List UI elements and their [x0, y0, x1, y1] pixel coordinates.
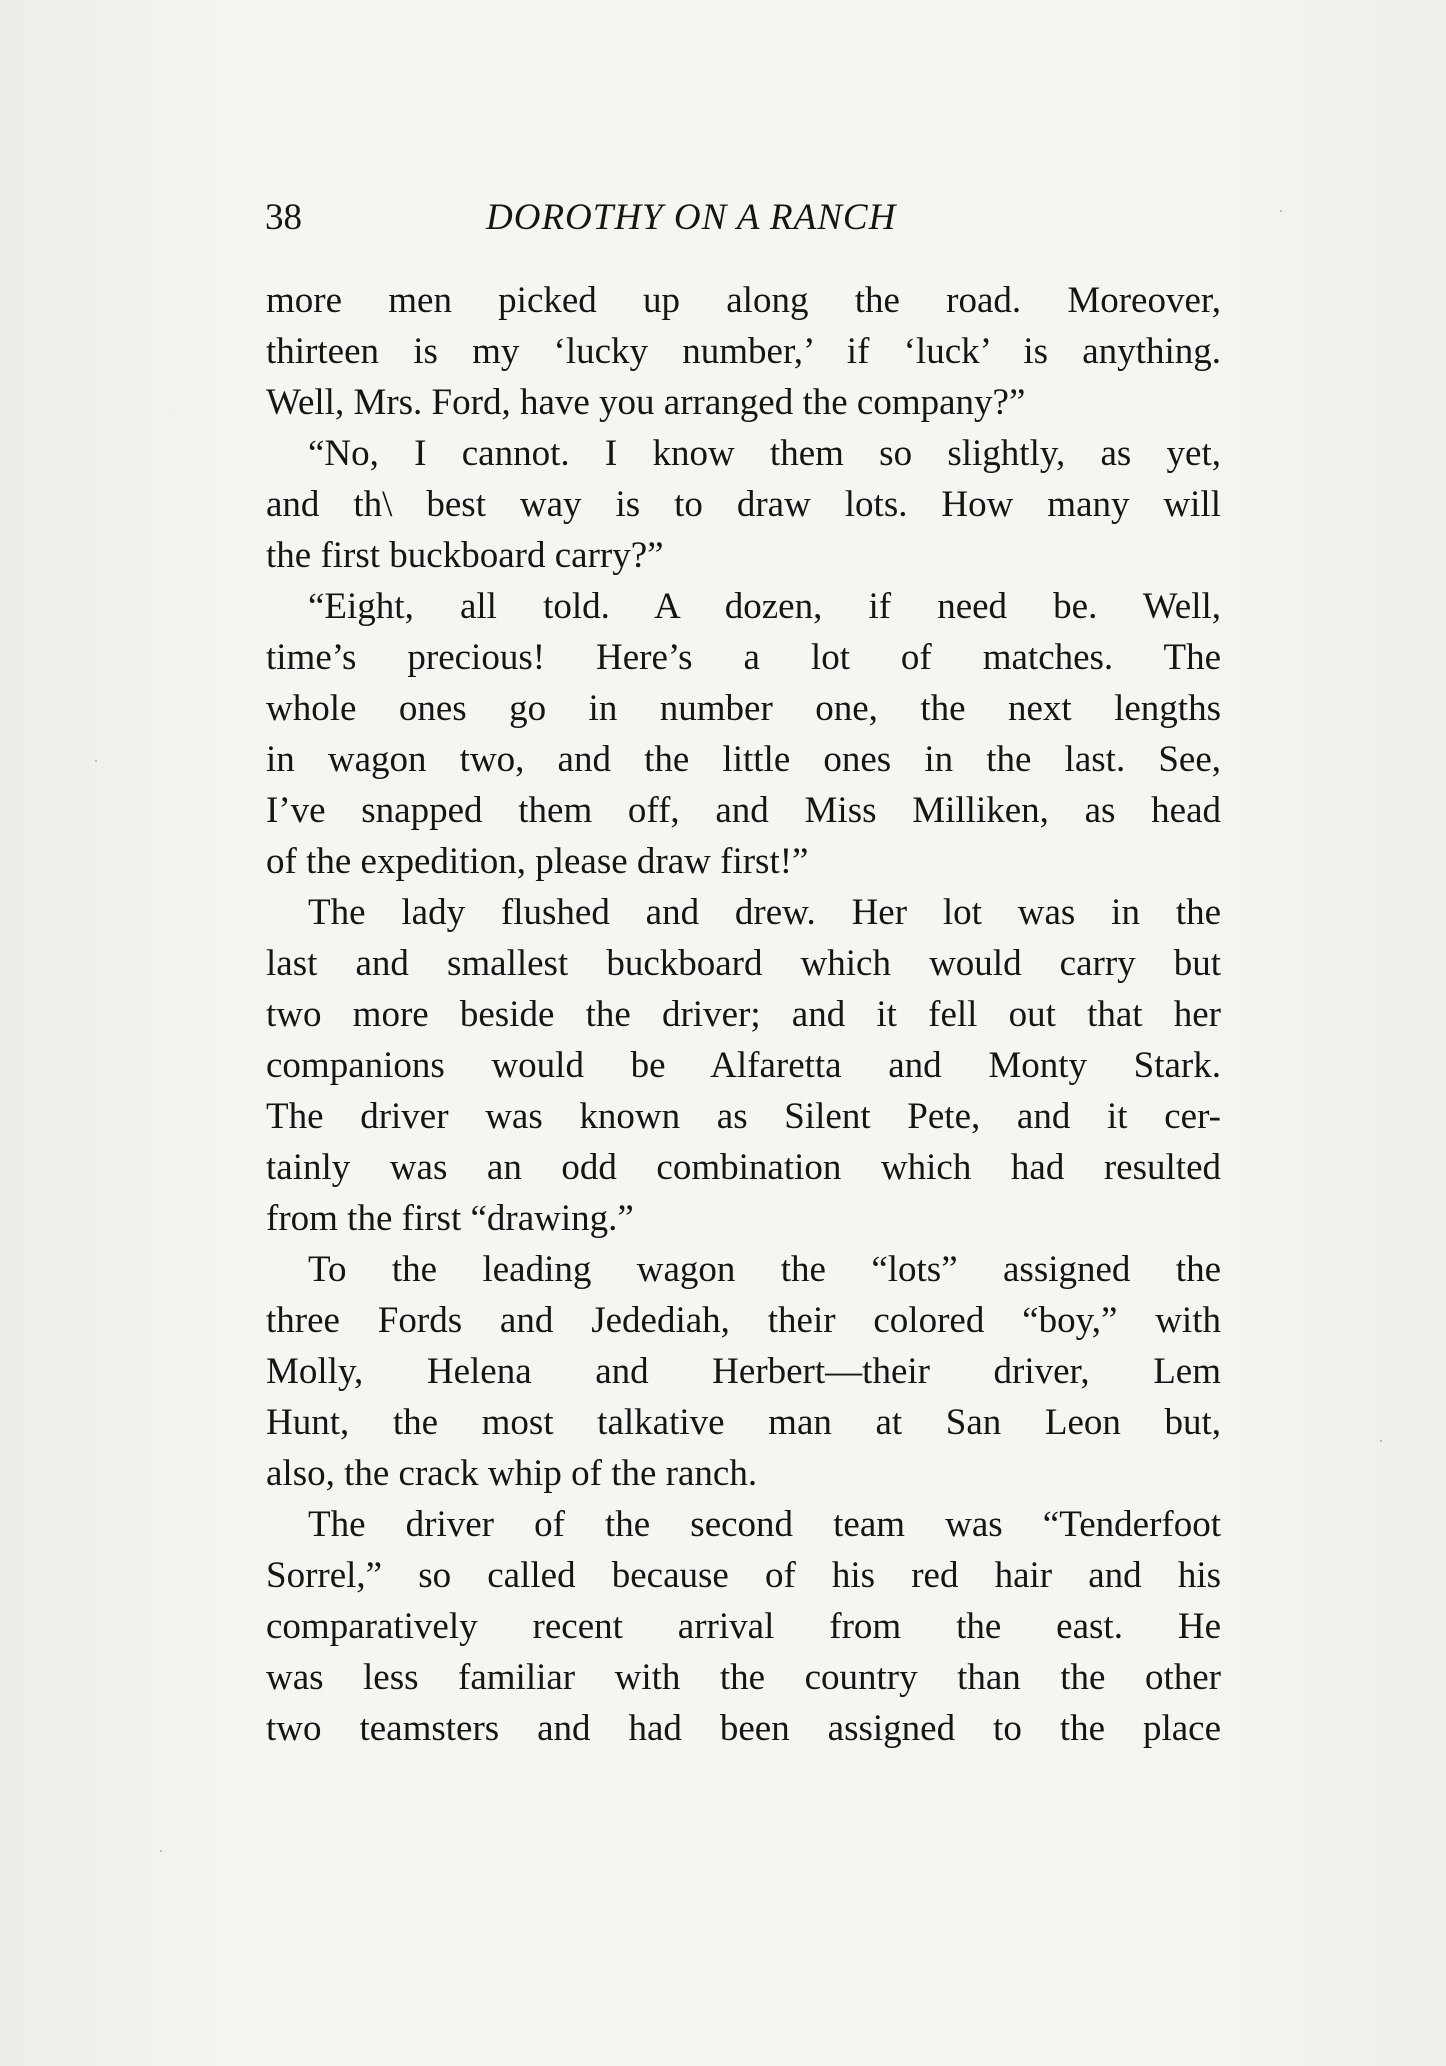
text-line: also, the crack whip of the ranch. — [266, 1453, 758, 1494]
text-line: was less familiar with the country than the other — [266, 1657, 1221, 1698]
text-line: Hunt, the most talkative man at San Leon but, — [266, 1402, 1221, 1443]
paper-speck — [1280, 210, 1282, 212]
text-line: thirteen is my ‘lucky number,’ if ‘luck’ is anything. — [266, 331, 1221, 372]
text-line: Molly, Helena and Herbert—their driver, Lem — [266, 1351, 1221, 1392]
text-line: companions would be Alfaretta and Monty Stark. — [266, 1045, 1221, 1086]
text-line: the first buckboard carry?” — [266, 535, 664, 576]
running-title: DOROTHY ON A RANCH — [486, 197, 897, 238]
text-line: from the first “drawing.” — [266, 1198, 634, 1239]
text-line: of the expedition, please draw first!” — [266, 841, 809, 882]
text-line: “Eight, all told. A dozen, if need be. Well, — [308, 586, 1221, 627]
text-line: Well, Mrs. Ford, have you arranged the company?” — [266, 382, 1026, 423]
text-line: Sorrel,” so called because of his red hair and his — [266, 1555, 1221, 1596]
text-line: and th\ best way is to draw lots. How many will — [266, 484, 1221, 525]
text-line: The driver was known as Silent Pete, and it cer- — [266, 1096, 1221, 1137]
text-line: I’ve snapped them off, and Miss Milliken, as head — [266, 790, 1221, 831]
body-text — [266, 275, 1221, 1754]
text-line: in wagon two, and the little ones in the last. See, — [266, 739, 1221, 780]
text-line: last and smallest buckboard which would carry but — [266, 943, 1221, 984]
text-line: two teamsters and had been assigned to the place — [266, 1708, 1221, 1749]
paper-speck — [160, 1850, 162, 1852]
text-line: time’s precious! Here’s a lot of matches. The — [266, 637, 1221, 678]
page-number: 38 — [265, 197, 302, 238]
text-line: tainly was an odd combination which had resulted — [266, 1147, 1221, 1188]
text-line: three Fords and Jedediah, their colored “boy,” with — [266, 1300, 1221, 1341]
text-line: more men picked up along the road. Moreover, — [266, 280, 1221, 321]
text-line: two more beside the driver; and it fell out that her — [266, 994, 1221, 1035]
text-line: “No, I cannot. I know them so slightly, as yet, — [308, 433, 1221, 474]
text-line: comparatively recent arrival from the east. He — [266, 1606, 1221, 1647]
text-line: To the leading wagon the “lots” assigned the — [308, 1249, 1221, 1290]
text-line: The lady flushed and drew. Her lot was in the — [308, 892, 1221, 933]
paper-speck — [1380, 1440, 1382, 1442]
paper-speck — [95, 760, 97, 762]
text-line: The driver of the second team was “Tenderfoot — [308, 1504, 1221, 1545]
text-line: whole ones go in number one, the next lengths — [266, 688, 1221, 729]
page-header — [265, 188, 1225, 248]
